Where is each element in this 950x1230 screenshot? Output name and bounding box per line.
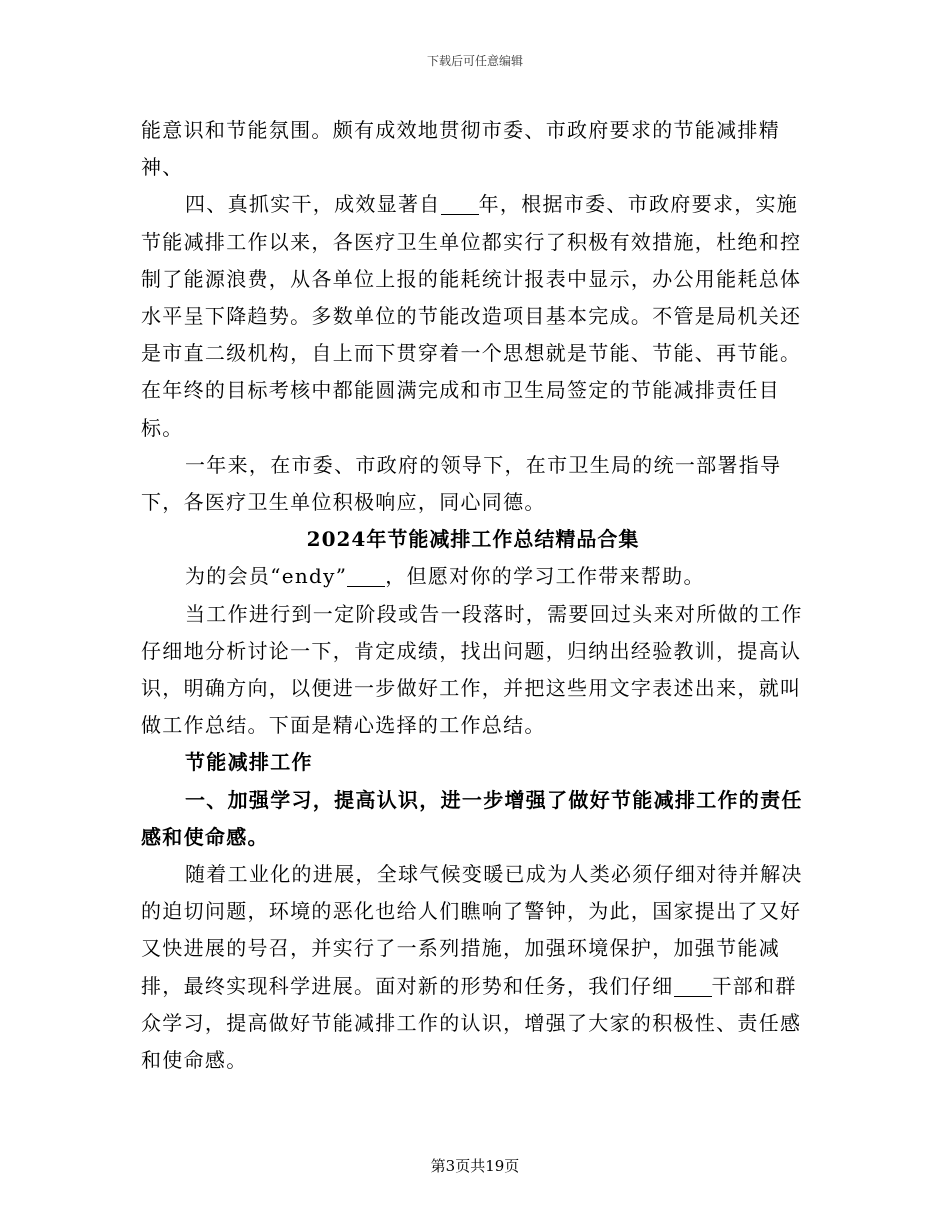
paragraph-text: 当工作进行到一定阶段或告一段落时，需要回过头来对所做的工作仔细地分析讨论一下，肯定成绩，找出问题，归纳出经验教训，提高认识，明确方向，以便进一步做好工作，并把这些用文字表述出来，就叫做工作总结。下面是精心选择的工作总结。 xyxy=(141,601,803,738)
page-header: 下载后可任意编辑 xyxy=(426,54,523,68)
blank-line xyxy=(674,976,712,997)
paragraph xyxy=(141,558,805,595)
section-heading: 节能减排工作 xyxy=(185,750,313,775)
paragraph-text: 四、真抓实干，成效显著自 xyxy=(185,192,441,217)
paragraph xyxy=(141,112,805,186)
paragraph xyxy=(141,186,805,446)
paragraph xyxy=(141,596,805,745)
paragraph xyxy=(141,856,805,1079)
paragraph-text: 干部和群众学习，提高做好节能减排工作的认识，增强了大家的积极性、责任感和使命感。 xyxy=(141,973,802,1073)
document-title: 2024年节能减排工作总结精品合集 xyxy=(306,527,640,552)
paragraph xyxy=(141,447,805,521)
section-heading: 一、加强学习，提高认识，进一步增强了做好节能减排工作的责任感和使命感。 xyxy=(141,787,803,849)
document-body xyxy=(141,112,805,1079)
paragraph-text: 一年来，在市委、市政府的领导下，在市卫生局的统一部署指导下，各医疗卫生单位积极响应，同心同德。 xyxy=(141,452,782,515)
paragraph-text: 为的会员“endy” xyxy=(185,564,348,589)
paragraph-text: 年，根据市委、市政府要求，实施节能减排工作以来，各医疗卫生单位都实行了积极有效措施，杜绝和控制了能源浪费，从各单位上报的能耗统计报表中显示，办公用能耗总体水平呈下降趋势。多数单位的节能改造项目基本完成。不管是局机关还是市直二级机构，自上而下贯穿着一个思想就是节能、节能、再节能。在年终的目标考核中都能圆满完成和市卫生局签定的节能减排责任目标。 xyxy=(141,192,802,440)
blank-line xyxy=(441,194,479,215)
blank-line xyxy=(347,566,385,587)
paragraph-text: ，但愿对你的学习工作带来帮助。 xyxy=(385,564,705,589)
paragraph-text: 能意识和节能氛围。颇有成效地贯彻市委、市政府要求的节能减排精神、 xyxy=(141,118,780,180)
page-footer: 第3页共19页 xyxy=(430,1157,520,1175)
paragraph-text: 随着工业化的进展，全球气候变暖已成为人类必须仔细对待并解决的迫切问题，环境的恶化也给人们瞧响了警钟，为此，国家提出了又好又快进展的号召，并实行了一系列措施，加强环境保护，加强节能减排，最终实现科学进展。面对新的形势和任务，我们仔细 xyxy=(141,862,803,998)
